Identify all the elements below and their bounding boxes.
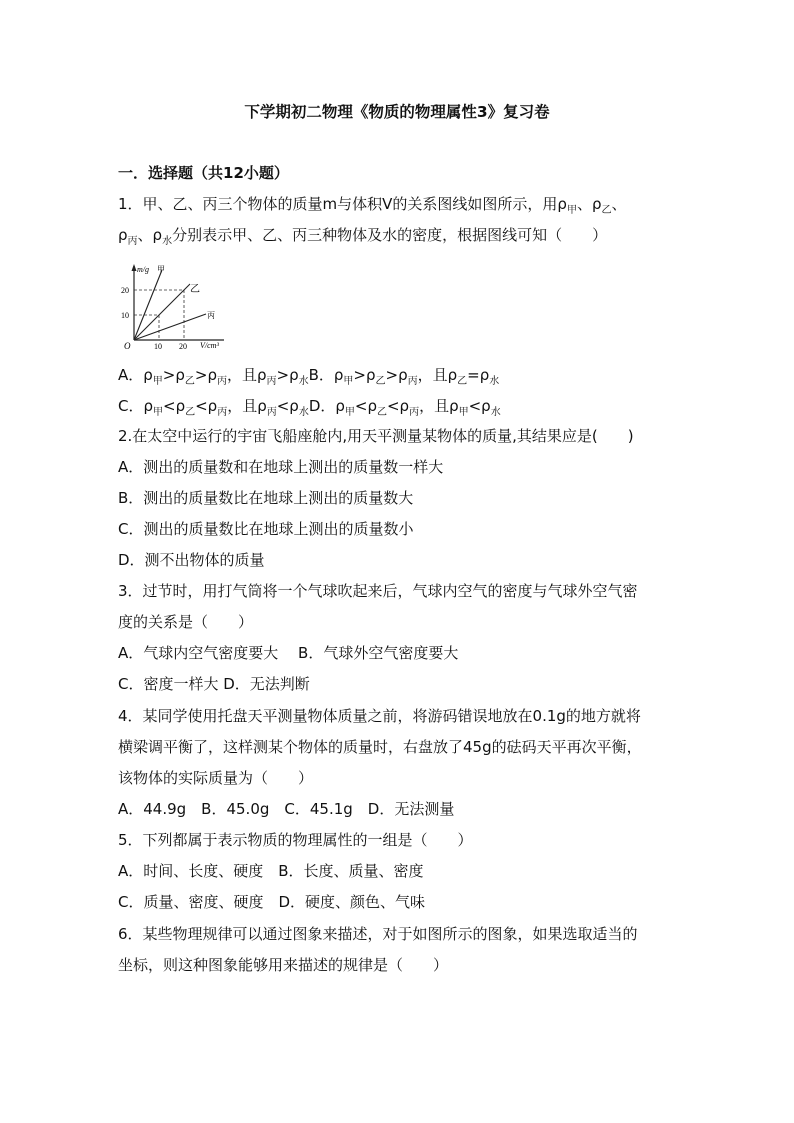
- line-jia: [134, 270, 162, 340]
- x-tick-20: 20: [179, 342, 187, 350]
- q1-stem-line2: $\rho_丙$、$\rho_水$分别表示甲、乙、丙三种物体及水的密度，根据图线可知（ ）: [118, 226, 608, 247]
- y-tick-20: 20: [121, 286, 129, 295]
- page-title: 下学期初二物理《物质的物理属性3》复习卷: [244, 103, 550, 121]
- x-tick-10: 10: [154, 342, 162, 350]
- mass-volume-graph: [120, 262, 230, 350]
- q2-option-b: B．测出的质量数比在地球上测出的质量数大: [118, 489, 414, 507]
- q4-stem-line2: 横梁调平衡了，这样测某个物体的质量时，右盘放了45g的砝码天平再次平衡，: [118, 738, 642, 756]
- q6-stem-line2: 坐标，则这种图象能够用来描述的规律是（ ）: [118, 956, 449, 974]
- origin-label: O: [124, 341, 131, 350]
- q1-options-cd: C．$\rho_甲<\rho_乙<\rho_丙$，且$\rho_丙<\rho_水D$．$\rho_甲<\rho_乙<\rho_丙$，且$\rho_甲<\rho_水$: [118, 397, 501, 418]
- y-axis-label: m/g: [137, 265, 149, 274]
- y-tick-10: 10: [121, 311, 129, 320]
- q3-options-cd: C．密度一样大 D．无法判断: [118, 675, 310, 693]
- q5-options-ab: A．时间、长度、硬度 B．长度、质量、密度: [118, 862, 424, 880]
- q4-stem-line3: 该物体的实际质量为（ ）: [118, 769, 314, 787]
- series-label-bing: 丙: [207, 311, 215, 320]
- q5-options-cd: C．质量、密度、硬度 D．硬度、颜色、气味: [118, 893, 426, 911]
- q2-option-c: C．测出的质量数比在地球上测出的质量数小: [118, 520, 414, 538]
- q6-stem-line1: 6．某些物理规律可以通过图象来描述，对于如图所示的图象，如果选取适当的: [118, 925, 638, 943]
- q5-stem: 5．下列都属于表示物质的物理属性的一组是（ ）: [118, 831, 473, 849]
- line-yi: [134, 284, 190, 340]
- y-axis-arrow: [132, 264, 137, 271]
- q1-options-ab: A．$\rho_甲>\rho_乙>\rho_丙$，且$\rho_丙>\rho_水B$．$\rho_甲>\rho_乙>\rho_丙$，且$\rho_乙=\rho_水$: [118, 366, 500, 387]
- series-label-yi: 乙: [190, 284, 200, 295]
- section-heading: 一．选择题（共12小题）: [118, 164, 289, 182]
- q2-option-d: D．测不出物体的质量: [118, 551, 265, 569]
- q2-option-a: A．测出的质量数和在地球上测出的质量数一样大: [118, 458, 444, 476]
- line-bing: [134, 314, 206, 340]
- q4-stem-line1: 4．某同学使用托盘天平测量物体质量之前，将游码错误地放在0.1g的地方就将: [118, 707, 641, 725]
- q3-stem-line1: 3．过节时，用打气筒将一个气球吹起来后，气球内空气的密度与气球外空气密: [118, 582, 638, 600]
- q3-options-ab: A．气球内空气密度要大 B．气球外空气密度要大: [118, 644, 459, 662]
- q4-options: A．44.9g B．45.0g C．45.1g D．无法测量: [118, 800, 455, 818]
- x-axis-label: V/cm³: [200, 341, 219, 350]
- q3-stem-line2: 度的关系是（ ）: [118, 613, 254, 631]
- q2-stem: 2.在太空中运行的宇宙飞船座舱内,用天平测量某物体的质量,其结果应是( ): [118, 427, 634, 445]
- q1-stem-line1: 1．甲、乙、丙三个物体的质量m与体积V的关系图线如图所示，用$\rho_甲$、$\rho_乙$、: [118, 195, 627, 216]
- series-label-jia: 甲: [157, 265, 165, 274]
